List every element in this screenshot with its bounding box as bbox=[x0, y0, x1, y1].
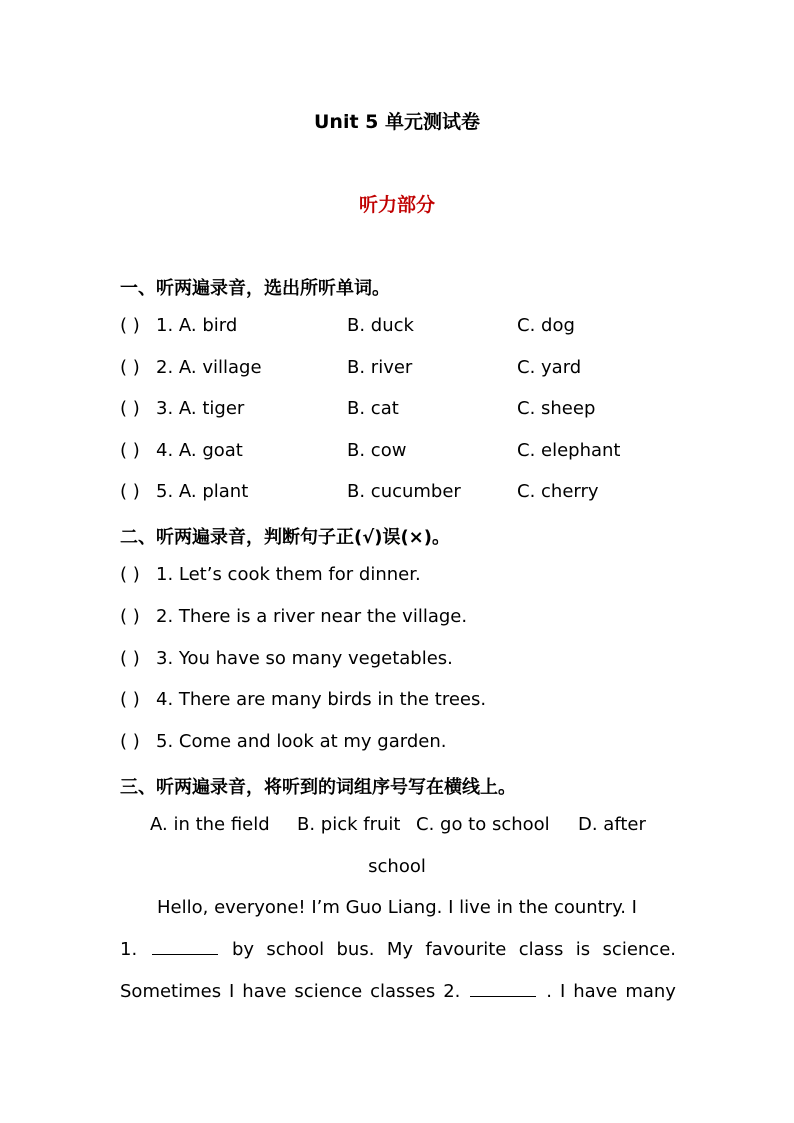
passage-text: by school bus. My favourite class is science. bbox=[231, 939, 676, 960]
option-b: B. river bbox=[347, 357, 413, 378]
choice-row bbox=[120, 315, 680, 341]
option-a: 4. A. goat bbox=[156, 440, 243, 461]
phrase-b: B. pick fruit bbox=[297, 814, 401, 835]
option-c: C. sheep bbox=[517, 398, 596, 419]
blank-number: 1. bbox=[120, 939, 138, 960]
choice-row bbox=[120, 357, 680, 383]
answer-parentheses[interactable]: ( ) bbox=[120, 315, 140, 336]
option-a: 5. A. plant bbox=[156, 481, 249, 502]
option-c: C. elephant bbox=[517, 440, 621, 461]
choice-row bbox=[120, 398, 680, 424]
answer-parentheses[interactable]: ( ) bbox=[120, 648, 140, 669]
phrase-a: A. in the field bbox=[150, 814, 270, 835]
option-c: C. dog bbox=[517, 315, 575, 336]
section1-heading: 一、听两遍录音，选出所听单词。 bbox=[120, 278, 390, 299]
answer-blank[interactable] bbox=[470, 995, 536, 997]
option-c: C. yard bbox=[517, 357, 582, 378]
statement-text: 3. You have so many vegetables. bbox=[156, 648, 453, 669]
passage-line-2 bbox=[120, 939, 676, 960]
answer-parentheses[interactable]: ( ) bbox=[120, 440, 140, 461]
section-subtitle: 听力部分 bbox=[358, 194, 435, 216]
judgement-row bbox=[120, 606, 680, 632]
judgement-row bbox=[120, 564, 680, 590]
answer-parentheses[interactable]: ( ) bbox=[120, 731, 140, 752]
answer-parentheses[interactable]: ( ) bbox=[120, 606, 140, 627]
option-a: 1. A. bird bbox=[156, 315, 238, 336]
option-a: 3. A. tiger bbox=[156, 398, 245, 419]
option-b: B. duck bbox=[347, 315, 414, 336]
judgement-row bbox=[120, 648, 680, 674]
passage-line-1: Hello, everyone! I’m Guo Liang. I live in the country. I bbox=[157, 897, 637, 918]
section3-heading: 三、听两遍录音，将听到的词组序号写在横线上。 bbox=[120, 777, 516, 798]
statement-text: 1. Let’s cook them for dinner. bbox=[156, 564, 421, 585]
answer-parentheses[interactable]: ( ) bbox=[120, 398, 140, 419]
phrase-d: D. after bbox=[578, 814, 646, 835]
answer-parentheses[interactable]: ( ) bbox=[120, 689, 140, 710]
passage-line-3 bbox=[120, 981, 676, 1002]
phrase-c: C. go to school bbox=[416, 814, 550, 835]
phrase-d-continuation: school bbox=[368, 856, 426, 877]
answer-parentheses[interactable]: ( ) bbox=[120, 481, 140, 502]
option-a: 2. A. village bbox=[156, 357, 262, 378]
option-c: C. cherry bbox=[517, 481, 599, 502]
option-b: B. cow bbox=[347, 440, 407, 461]
judgement-row bbox=[120, 731, 680, 757]
option-b: B. cucumber bbox=[347, 481, 461, 502]
page-title: Unit 5 单元测试卷 bbox=[314, 111, 480, 133]
passage-text: . I have many bbox=[546, 981, 676, 1002]
answer-parentheses[interactable]: ( ) bbox=[120, 564, 140, 585]
section2-heading: 二、听两遍录音，判断句子正(√)误(×)。 bbox=[120, 527, 450, 548]
option-b: B. cat bbox=[347, 398, 399, 419]
statement-text: 4. There are many birds in the trees. bbox=[156, 689, 487, 710]
statement-text: 2. There is a river near the village. bbox=[156, 606, 468, 627]
answer-parentheses[interactable]: ( ) bbox=[120, 357, 140, 378]
choice-row bbox=[120, 440, 680, 466]
choice-row bbox=[120, 481, 680, 507]
judgement-row bbox=[120, 689, 680, 715]
phrase-bank bbox=[0, 814, 794, 840]
answer-blank[interactable] bbox=[152, 953, 218, 955]
statement-text: 5. Come and look at my garden. bbox=[156, 731, 447, 752]
passage-text: Sometimes I have science classes 2. bbox=[120, 981, 461, 1002]
